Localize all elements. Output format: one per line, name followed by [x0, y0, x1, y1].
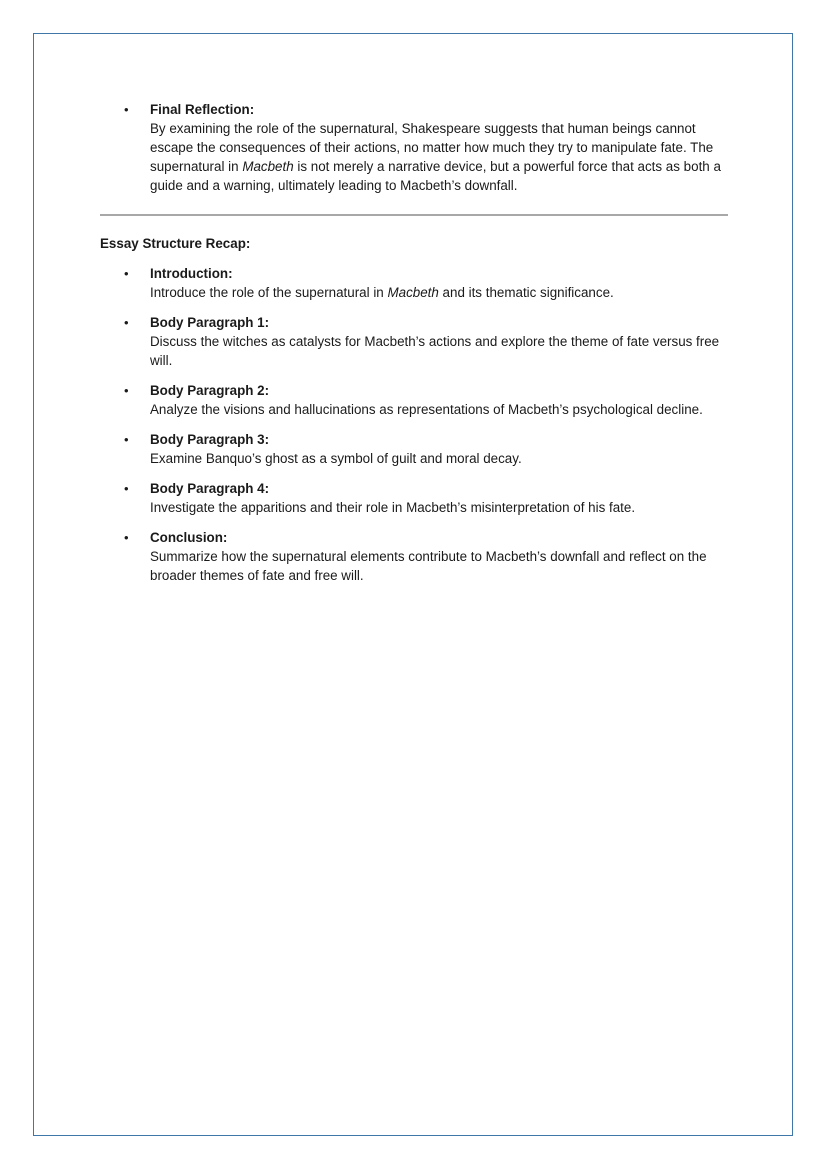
final-reflection-body-text: By examining the role of the supernatural, Shakespeare suggests that human beings cannot escape the consequences of their actions, no matter how much they try to manipulate fate. The supernatural in: [150, 121, 714, 174]
recap-item-conclusion: [100, 528, 740, 585]
bullet-icon: •: [124, 481, 129, 496]
recap-item-body: Summarize how the supernatural elements contribute to Macbeth’s downfall and reflect on the broader themes of fate and free will.: [150, 549, 707, 583]
recap-item-title: Body Paragraph 2:: [150, 383, 270, 398]
recap-item-body: Discuss the witches as catalysts for Macbeth’s actions and explore the theme of fate versus free will.: [150, 334, 720, 368]
recap-item-body-paragraph-4: [100, 479, 740, 517]
recap-item-title: Body Paragraph 1:: [150, 315, 270, 330]
recap-item-introduction: [100, 264, 740, 302]
recap-item-title: Introduction:: [150, 266, 233, 281]
bullet-icon: •: [124, 102, 129, 117]
recap-item-body: Analyze the visions and hallucinations as representations of Macbeth’s psychological decline.: [150, 402, 703, 417]
recap-item-body-paragraph-1: [100, 313, 740, 370]
recap-item-body-text-end: and its thematic significance.: [438, 285, 614, 300]
recap-item-body-paragraph-2: [100, 381, 740, 419]
macbeth-title-italic: Macbeth: [387, 285, 439, 300]
bullet-icon: •: [124, 432, 129, 447]
final-reflection-item: [100, 100, 740, 195]
essay-structure-recap-list: [100, 264, 740, 596]
bullet-icon: •: [124, 530, 129, 545]
recap-item-body-text: Introduce the role of the supernatural in: [150, 285, 388, 300]
recap-item-body: Examine Banquo’s ghost as a symbol of guilt and moral decay.: [150, 451, 522, 466]
final-reflection-body: [150, 119, 740, 195]
recap-item-title: Body Paragraph 4:: [150, 481, 270, 496]
recap-item-title: Conclusion:: [150, 530, 228, 545]
final-reflection-title: Final Reflection:: [150, 102, 255, 117]
section-divider: [100, 214, 728, 216]
recap-item-body: Investigate the apparitions and their role in Macbeth’s misinterpretation of his fate.: [150, 500, 636, 515]
essay-structure-recap-heading: Essay Structure Recap:: [100, 236, 251, 251]
bullet-icon: •: [124, 315, 129, 330]
recap-item-title: Body Paragraph 3:: [150, 432, 270, 447]
final-reflection-body-text-end: is not merely a narrative device, but a powerful force that acts as both a guide and a warning, ultimately leading to Macbeth’s downfall.: [150, 159, 721, 193]
macbeth-title-italic: Macbeth: [242, 159, 294, 174]
recap-item-body-paragraph-3: [100, 430, 740, 468]
final-reflection-section: [100, 100, 740, 195]
bullet-icon: •: [124, 383, 129, 398]
recap-item-body: [150, 283, 740, 302]
bullet-icon: •: [124, 266, 129, 281]
